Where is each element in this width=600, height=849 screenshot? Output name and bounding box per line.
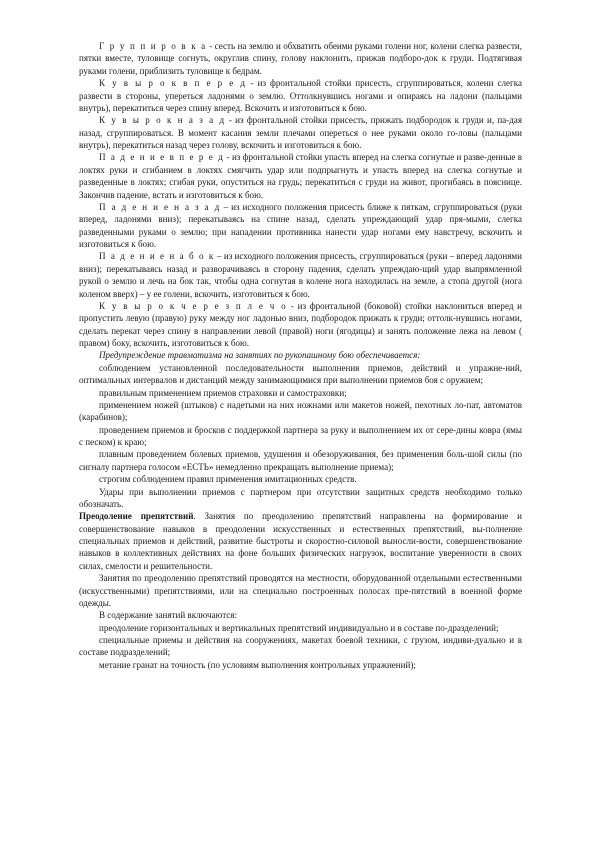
term-gruppirovka: Г р у п п и р о в к а xyxy=(99,41,207,51)
list-item-specpriemy: специальные приемы и действия на сооружениях, макетах боевой техники, с грузом, индиви-дуально и в составе подразделений; xyxy=(79,635,522,658)
paragraph-padenie-vpered xyxy=(79,151,522,201)
document-text-body xyxy=(79,40,522,671)
term-padenie-na-bok: П а д е н и е н а б о к xyxy=(99,251,215,262)
heading-preodolenie-prepyatstviy: Преодоление препятствий xyxy=(79,511,194,522)
paragraph-preduprezhdenie-travmatizma xyxy=(79,349,522,361)
paragraph-gruppirovka-text: - сесть на землю и обхватить обеими руками голени ног, колени слегка развести, пятки вместе, туловище согнуть, округлив спину, голову наклонить, прижав подборо-док к груди. Подтягивая руками голени, приблизить туловище к бедрам. xyxy=(79,41,522,76)
list-item-nozhi: применением ножей (штыков) с надетыми на них ножнами или макетов ножей, пехотных ло-пат, автоматов (карабинов); xyxy=(79,399,522,423)
paragraph-padenie-nazad xyxy=(79,201,522,251)
paragraph-padenie-na-bok-text: – из исходного положения присесть, сгруппироваться (руки – вперед ладонями вниз); перекатываясь назад и разворачиваясь в сторону падения, сделать упреждаю-щий удар выпрямленной рукой о землю и лечь на бок так, чтобы одна согнутая в колене нога находилась на земле, а стопа другой (нога коленом вверх) – у ее голени, вскочить, изготовиться к бою. xyxy=(79,251,522,299)
list-item-gorizontalnye: преодоление горизонтальных и вертикальных препятствий индивидуально и в составе по-дразделений; xyxy=(99,622,499,633)
paragraph-kuvyrok-cherez-plecho-text: - из фронтальной (боковой) стойки наклониться вперед и пропустить левую (правую) руку между ног ладонью вниз, подбородок прижать к груди; оттолк-нувшись ногами, сделать перекат через спину в направлении левой (правой) ноги (ягодицы) и занять положение лежа на левом ( правом) боку, вскочить, изготовиться к бою. xyxy=(79,300,523,348)
term-kuvyrok-vpered: К у в ы р о к в п е р е д xyxy=(99,78,247,89)
list-item-brosok: проведением приемов и бросков с поддержкой партнера за руку и выполнением их от сере-дины ковра (ямы с песком) к краю; xyxy=(79,424,522,447)
list-item-metanie: метание гранат на точность (по условиям выполнения контрольных упражнений); xyxy=(99,659,416,670)
paragraph-padenie-vpered-text: - из фронтальной стойки упасть вперед на слегка согнутые и разве-денные в локтях руки и сгибанием в локтях смягчить удар или подпрыгнуть и упасть вперед на слегка согнутые и разведенные в локтях; сгибая руки, опуститься на грудь; перекатиться с груди на живот, прогибаясь в пояснице. Закончив падение, встать и изготовиться к бою. xyxy=(79,152,522,200)
term-kuvyrok-cherez-plecho: К у в ы р о к ч е р е з п л е ч о xyxy=(99,300,288,311)
paragraph-kuvyrok-nazad xyxy=(79,114,522,151)
paragraph-padenie-nazad-text: – из исходного положения присесть ближе к пяткам, сгруппироваться (руки вперед, ладонями вниз); перекатываясь на спине назад, сделать упреждающий удар пря-мыми, слегка разведенными руками о землю; при нападении противника нанести удар ногами ему навстречу, вскочить и изготовиться к бою. xyxy=(79,201,522,249)
paragraph-kuvyrok-nazad-text: - из фронтальной стойки присесть, прижать подбородок к груди и, па-дая назад, сгруппироваться. В момент касания земли плечами опереться о нее руками около го-ловы (пальцами внутрь), перекатиться назад через голову, вскочить и изготовиться к бою. xyxy=(79,115,522,150)
paragraph-zanyatiya-mestnost: Занятия по преодолению препятствий проводятся на местности, оборудованной отдельными естественными (искусственными) препятствиями, или на специально построенных полосах пре-пятствий в военной форме одежды. xyxy=(79,573,522,608)
term-padenie-vpered: П а д е н и е в п е р е д xyxy=(99,152,225,163)
list-item-strahovka: правильным применением приемов страховки и самостраховки; xyxy=(99,387,347,398)
term-padenie-nazad: П а д е н и е н а з а д xyxy=(99,201,221,212)
paragraph-kuvyrok-cherez-plecho xyxy=(79,300,522,350)
paragraph-preodolenie-prepyatstviy xyxy=(79,510,522,572)
list-item-bolevye: плавным проведением болевых приемов, удушения и обезоруживания, без применения боль-шой силы (по сигналу партнера голосом «ЕСТЬ» немедленно прекращать выполнение приема); xyxy=(79,449,522,472)
paragraph-udary-oboznachat: Удары при выполнении приемов с партнером при отсутствии защитных средств необходимо только обозначать. xyxy=(79,486,522,509)
heading-preduprezhdenie-travmatizma: Предупреждение травматизма на занятиях по рукопашному бою обеспечивается: xyxy=(99,350,421,361)
list-item-posledovatelnost: соблюдением установленной последовательности выполнения приемов, действий и упражне-ний, оптимальных интервалов и дистанций между занимающимися при выполнении приемов боя с оружием; xyxy=(79,362,522,386)
paragraph-kuvyrok-vpered xyxy=(79,77,522,114)
paragraph-gruppirovka xyxy=(79,40,522,77)
list-item-imitacionnye: строгим соблюдением правил применения имитационных средств. xyxy=(99,474,357,485)
paragraph-preodolenie-prepyatstviy-text: . Занятия по преодолению препятствий направлены на формирование и совершенствование навыков в преодолении искусственных и естественных препятствий, вы-полнение специальных приемов и действий, развитие быстроты и скоростно-силовой выносли-вости, совершенствование навыков в коллективных действиях на фоне больших физических нагрузок, воспитание уверенности в своих силах, смелости и решительности. xyxy=(79,511,523,571)
term-kuvyrok-nazad: К у в ы р о к н а з а д xyxy=(99,115,226,126)
paragraph-kuvyrok-vpered-text: - из фронтальной стойки присесть, сгруппироваться, колени слегка развести в стороны, упереться ладонями о землю. Оттолкнувшись ногами и опираясь на ладони (пальцами внутрь), перекатиться через спину вперед. Вскочить и изготовиться к бою. xyxy=(79,78,523,113)
paragraph-soderzhanie-zanyatiy: В содержание занятий включаются: xyxy=(99,610,237,621)
paragraph-padenie-na-bok xyxy=(79,250,522,300)
